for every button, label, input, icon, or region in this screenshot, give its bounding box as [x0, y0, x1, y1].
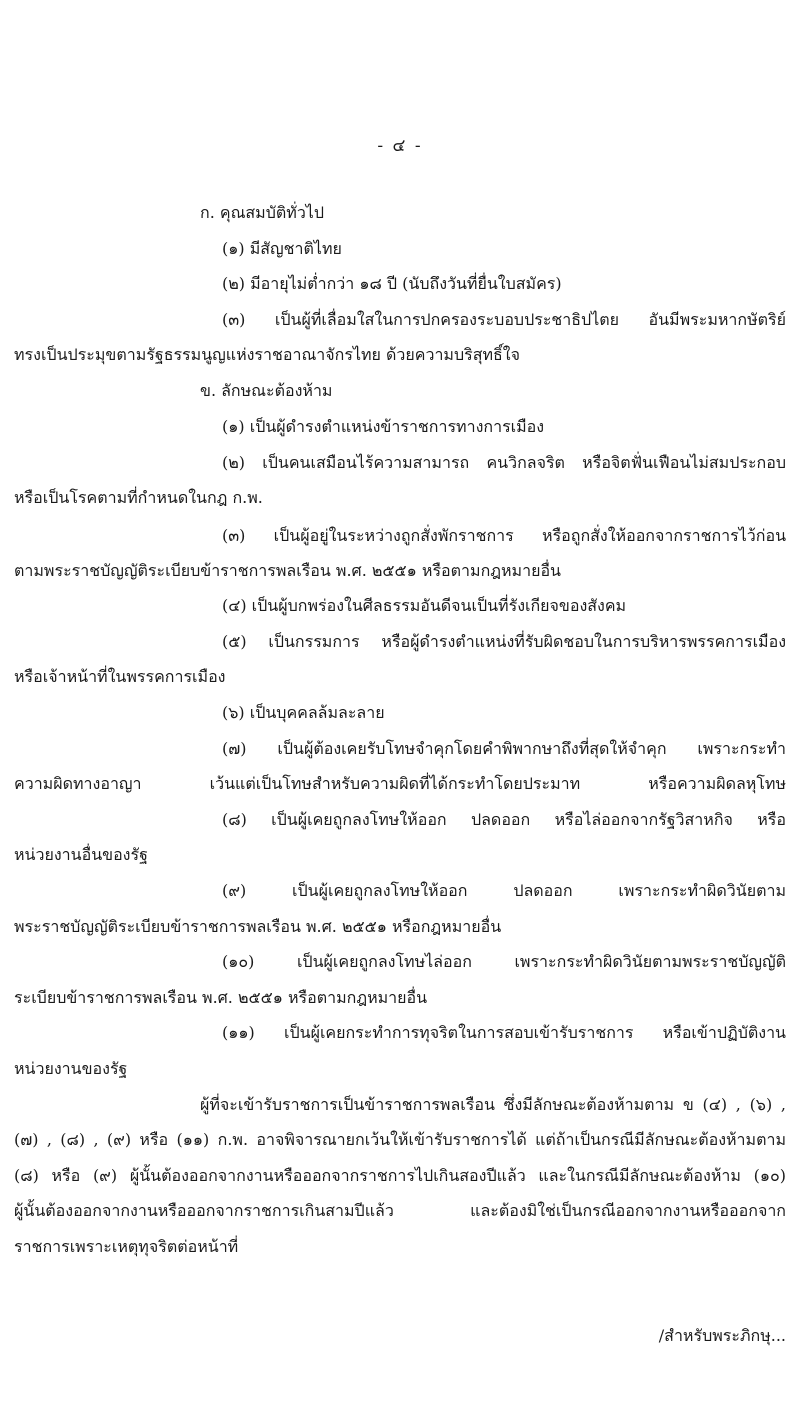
- page-number: - ๔ -: [377, 136, 423, 156]
- section-b-item-3-cont: ตามพระราชบัญญัติระเบียบข้าราชการพลเรือน พ.ศ. ๒๕๕๑ หรือตามกฎหมายอื่น: [14, 561, 561, 580]
- section-b-item-2-cont: หรือเป็นโรคตามที่กำหนดในกฎ ก.พ.: [14, 488, 263, 507]
- section-a-item-2: (๒) มีอายุไม่ต่ำกว่า ๑๘ ปี (นับถึงวันที่ยื่นใบสมัคร): [222, 274, 562, 293]
- section-b-item-3: (๓) เป็นผู้อยู่ในระหว่างถูกสั่งพักราชการ หรือถูกสั่งให้ออกจากราชการไว้ก่อน: [222, 526, 786, 545]
- section-a-item-3: (๓) เป็นผู้ที่เลื่อมใสในการปกครองระบอบประชาธิปไตย อันมีพระมหากษัตริย์: [222, 310, 786, 329]
- section-b-item-10-cont: ระเบียบข้าราชการพลเรือน พ.ศ. ๒๕๕๑ หรือตามกฎหมายอื่น: [14, 988, 428, 1007]
- section-a-item-3-cont: ทรงเป็นประมุขตามรัฐธรรมนูญแห่งราชอาณาจักรไทย ด้วยความบริสุทธิ์ใจ: [14, 345, 520, 364]
- section-b-heading: ข. ลักษณะต้องห้าม: [200, 381, 333, 400]
- closing-paragraph-line-3: (๘) หรือ (๙) ผู้นั้นต้องออกจากงานหรือออกจากราชการไปเกินสองปีแล้ว และในกรณีมีลักษณะต้องห้าม (๑๐): [14, 1166, 786, 1185]
- section-b-item-1: (๑) เป็นผู้ดำรงตำแหน่งข้าราชการทางการเมือง: [222, 417, 545, 436]
- section-b-item-9-cont: พระราชบัญญัติระเบียบข้าราชการพลเรือน พ.ศ. ๒๕๕๑ หรือกฎหมายอื่น: [14, 917, 502, 936]
- closing-paragraph-line-5: ราชการเพราะเหตุทุจริตต่อหน้าที่: [14, 1237, 239, 1256]
- section-b-item-7: (๗) เป็นผู้ต้องเคยรับโทษจำคุกโดยคำพิพากษาถึงที่สุดให้จำคุก เพราะกระทำ: [222, 739, 786, 758]
- closing-paragraph-line-2: (๗) , (๘) , (๙) หรือ (๑๑) ก.พ. อาจพิจารณายกเว้นให้เข้ารับราชการได้ แต่ถ้าเป็นกรณีมีลักษณะต้องห้ามตาม: [14, 1130, 786, 1149]
- section-b-item-4: (๔) เป็นผู้บกพร่องในศีลธรรมอันดีจนเป็นที่รังเกียจของสังคม: [222, 596, 627, 615]
- section-b-item-6: (๖) เป็นบุคคลล้มละลาย: [222, 703, 385, 722]
- section-b-item-5: (๕) เป็นกรรมการ หรือผู้ดำรงตำแหน่งที่รับผิดชอบในการบริหารพรรคการเมือง: [222, 632, 786, 651]
- section-b-item-7-cont: ความผิดทางอาญา เว้นแต่เป็นโทษสำหรับความผิดที่ได้กระทำโดยประมาท หรือความผิดลหุโทษ: [14, 774, 786, 793]
- section-b-item-11: (๑๑) เป็นผู้เคยกระทำการทุจริตในการสอบเข้ารับราชการ หรือเข้าปฏิบัติงาน: [222, 1023, 786, 1042]
- section-b-item-11-cont: หน่วยงานของรัฐ: [14, 1059, 128, 1078]
- section-b-item-10: (๑๐) เป็นผู้เคยถูกลงโทษไล่ออก เพราะกระทำผิดวินัยตามพระราชบัญญัติ: [222, 952, 786, 971]
- section-b-item-5-cont: หรือเจ้าหน้าที่ในพรรคการเมือง: [14, 667, 226, 686]
- section-b-item-2: (๒) เป็นคนเสมือนไร้ความสามารถ คนวิกลจริต หรือจิตฟั่นเฟือนไม่สมประกอบ: [222, 453, 786, 472]
- section-b-item-8-cont: หน่วยงานอื่นของรัฐ: [14, 845, 148, 864]
- section-b-item-8: (๘) เป็นผู้เคยถูกลงโทษให้ออก ปลดออก หรือไล่ออกจากรัฐวิสาหกิจ หรือ: [222, 810, 786, 829]
- continuation-note: /สำหรับพระภิกษุ...: [658, 1326, 786, 1345]
- section-b-item-9: (๙) เป็นผู้เคยถูกลงโทษให้ออก ปลดออก เพราะกระทำผิดวินัยตาม: [222, 881, 786, 900]
- section-a-item-1: (๑) มีสัญชาติไทย: [222, 239, 342, 258]
- closing-paragraph-line-4: ผู้นั้นต้องออกจากงานหรือออกจากราชการเกินสามปีแล้ว และต้องมิใช่เป็นกรณีออกจากงานหรือออกจาก: [14, 1201, 786, 1220]
- section-a-heading: ก. คุณสมบัติทั่วไป: [200, 203, 324, 222]
- closing-paragraph-line-1: ผู้ที่จะเข้ารับราชการเป็นข้าราชการพลเรือน ซึ่งมีลักษณะต้องห้ามตาม ข (๔) , (๖) ,: [200, 1095, 786, 1114]
